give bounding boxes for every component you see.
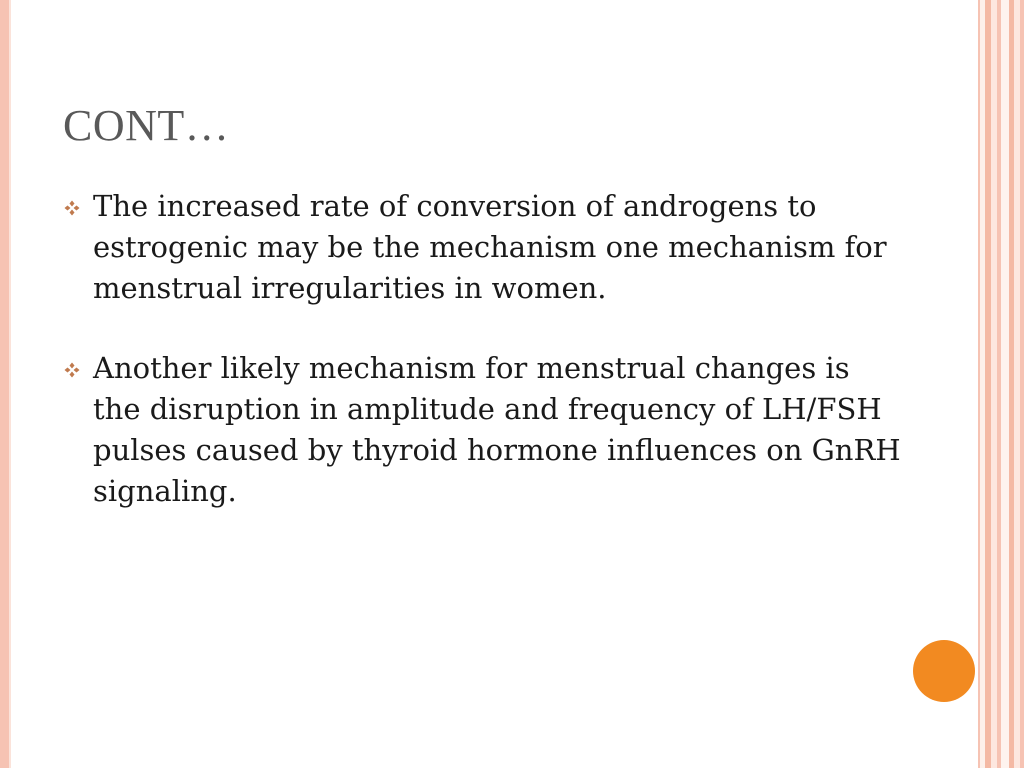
right-stripe xyxy=(1020,0,1024,768)
slide-title: CONT… xyxy=(63,101,230,150)
bullet-list xyxy=(64,186,904,512)
bullet-text: The increased rate of conversion of androgens to estrogenic may be the mechanism one mechanism for menstrual irregularities in women. xyxy=(93,189,887,305)
left-border-decoration xyxy=(0,0,9,768)
four-diamond-bullet-icon xyxy=(64,200,80,216)
four-diamond-bullet-icon xyxy=(64,362,80,378)
left-border-inner-decoration xyxy=(9,0,11,768)
right-stripes-decoration xyxy=(978,0,1024,768)
bullet-item xyxy=(64,348,904,512)
right-stripe xyxy=(1001,0,1009,768)
orange-circle-decoration xyxy=(913,640,975,702)
bullet-text: Another likely mechanism for menstrual changes is the disruption in amplitude and frequency of LH/FSH pulses caused by thyroid hormone influences on GnRH signaling. xyxy=(93,351,901,508)
bullet-item xyxy=(64,186,904,309)
